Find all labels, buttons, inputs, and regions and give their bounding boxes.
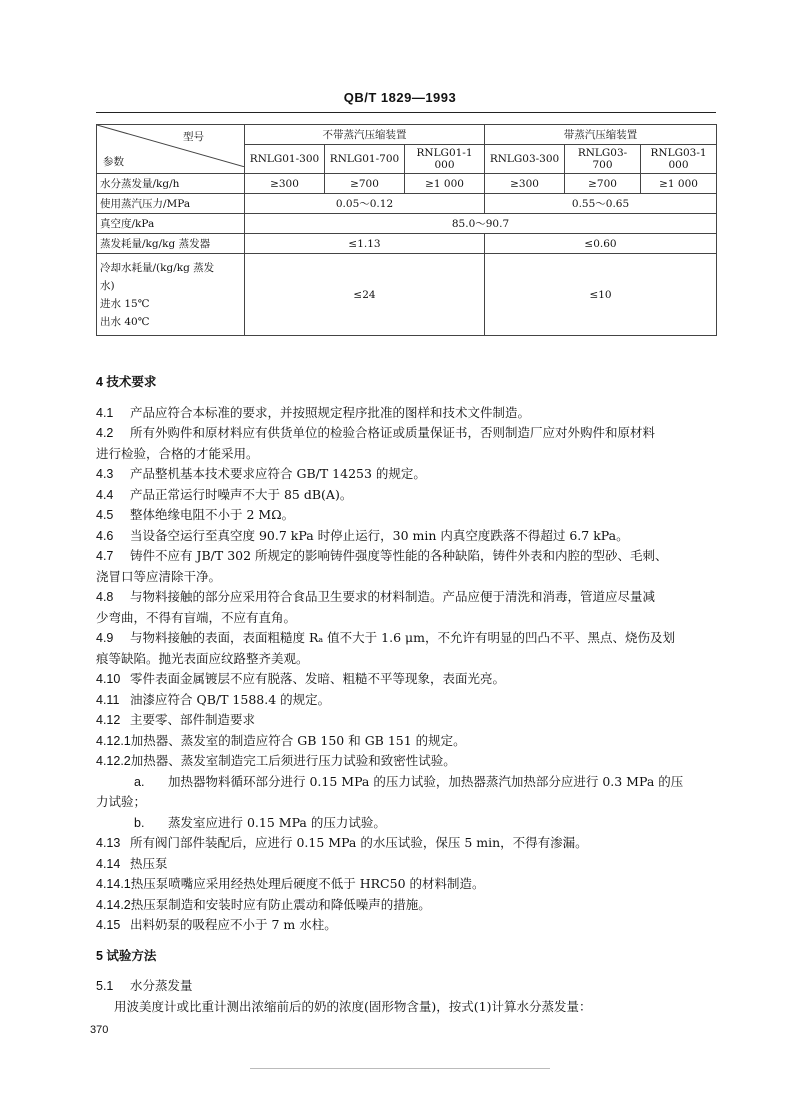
table-row xyxy=(97,174,717,194)
clause-text: 少弯曲，不得有盲端，不应有直角。 xyxy=(96,609,297,625)
clause xyxy=(96,669,716,690)
clause-text: 产品整机基本技术要求应符合 GB/T 14253 的规定。 xyxy=(130,466,426,481)
clause xyxy=(96,710,716,731)
clause xyxy=(96,423,716,444)
clause-number: 4.14 xyxy=(96,856,121,871)
clause-text: 所有外购件和原材料应有供货单位的检验合格证或质量保证书，否则制造厂应对外购件和原材料 xyxy=(130,425,656,440)
clause-text: 与物料接触的部分应采用符合食品卫生要求的材料制造。产品应便于清洗和消毒，管道应尽量减 xyxy=(130,589,656,604)
clause-text: 热压泵喷嘴应采用经热处理后硬度不低于 HRC50 的材料制造。 xyxy=(130,876,485,891)
standard-code: QB/T 1829—1993 xyxy=(343,90,457,105)
clause xyxy=(96,731,716,752)
row-label: 使用蒸汽压力/MPa xyxy=(97,194,245,214)
clause-number: 4.4 xyxy=(96,487,114,502)
clause-text: 进行检验，合格的才能采用。 xyxy=(96,445,259,461)
clause-number: 4.9 xyxy=(96,631,114,645)
section-heading: 4 技术要求 xyxy=(96,375,157,389)
clause-text: 加热器物料循环部分进行 0.15 MPa 的压力试验，加热器蒸汽加热部分应进行 0.3 MPa 的压 xyxy=(168,773,684,789)
clause xyxy=(96,567,716,588)
clause-number: a. xyxy=(134,774,145,789)
row-label-line: 冷却水耗量/(kg/kg 蒸发 xyxy=(100,261,215,274)
clause-text: 水分蒸发量 xyxy=(130,978,193,993)
header-rule xyxy=(96,112,716,113)
row-label: 蒸发耗量/kg/kg 蒸发器 xyxy=(97,234,245,254)
clause xyxy=(96,854,716,875)
clause xyxy=(96,649,716,670)
clause xyxy=(96,792,716,813)
clause xyxy=(96,915,716,936)
clause-number: 4.12 xyxy=(96,713,121,727)
clause-text: 产品正常运行时噪声不大于 85 dB(A)。 xyxy=(130,486,353,502)
model-header: RNLG03-700 xyxy=(565,145,641,174)
clause xyxy=(96,505,716,526)
table-cell: ≥1 000 xyxy=(405,174,485,194)
clause-text: 热压泵制造和安装时应有防止震动和降低噪声的措施。 xyxy=(130,896,431,912)
clause-text: 加热器、蒸发室的制造应符合 GB 150 和 GB 151 的规定。 xyxy=(130,732,466,748)
table-cell: ≤0.60 xyxy=(485,234,717,254)
table-cell: ≥300 xyxy=(245,174,325,194)
row-label-line: 进水 15℃ xyxy=(100,297,150,310)
table-cell: ≥700 xyxy=(565,174,641,194)
group-header-steam: 带蒸汽压缩装置 xyxy=(485,125,717,145)
table-cell: ≤10 xyxy=(485,254,717,336)
paragraph: 用波美度计或比重计测出浓缩前后的奶的浓度(固形物含量)，按式(1)计算水分蒸发量： xyxy=(114,998,592,1014)
table-cell: ≥1 000 xyxy=(641,174,717,194)
row-label: 真空度/kPa xyxy=(97,214,245,234)
clause-number: 4.5 xyxy=(96,508,114,522)
model-header: RNLG03-1 000 xyxy=(641,145,717,174)
clause-number: 4.11 xyxy=(96,692,120,707)
table-cell: 0.05～0.12 xyxy=(245,194,485,214)
model-header: RNLG01-700 xyxy=(325,145,405,174)
bottom-rule xyxy=(250,1068,550,1069)
clause-text: 铸件不应有 JB/T 302 所规定的影响铸件强度等性能的各种缺陷，铸件外表和内腔的型砂、毛刺、 xyxy=(130,548,668,563)
row-label-line: 出水 40℃ xyxy=(100,315,150,328)
clause-text: 热压泵 xyxy=(130,855,168,871)
clause xyxy=(96,587,716,608)
table-row xyxy=(97,234,717,254)
clause-number: 5.1 xyxy=(96,979,114,993)
clause xyxy=(96,772,716,793)
clause-number: 4.7 xyxy=(96,549,114,563)
clause-text: 出料奶泵的吸程应不小于 7 m 水柱。 xyxy=(130,917,337,932)
clause xyxy=(96,813,716,834)
clause xyxy=(96,874,716,895)
row-label xyxy=(97,254,245,336)
clause-text: 蒸发室应进行 0.15 MPa 的压力试验。 xyxy=(168,814,386,830)
clause-number: 4.12.2 xyxy=(96,754,131,768)
table-cell: 85.0～90.7 xyxy=(245,214,717,234)
clause-number: 4.15 xyxy=(96,918,121,932)
clause xyxy=(96,403,716,424)
clause xyxy=(96,751,716,772)
clause xyxy=(96,628,716,649)
clause xyxy=(96,526,716,547)
clause-number: b. xyxy=(134,815,145,830)
clause xyxy=(96,608,716,629)
table-cell: ≥300 xyxy=(485,174,565,194)
clause-text: 整体绝缘电阻不小于 2 MΩ。 xyxy=(130,507,295,522)
row-label: 水分蒸发量/kg/h xyxy=(97,174,245,194)
model-header: RNLG03-300 xyxy=(485,145,565,174)
clause-text: 油漆应符合 QB/T 1588.4 的规定。 xyxy=(130,691,331,707)
page-number: 370 xyxy=(90,1024,109,1036)
clause-text: 零件表面金属镀层不应有脱落、发暗、粗糙不平等现象，表面光亮。 xyxy=(130,671,506,686)
table-cell: ≥700 xyxy=(325,174,405,194)
table-cell: 0.55～0.65 xyxy=(485,194,717,214)
row-label-line: 水) xyxy=(100,279,115,292)
clause-number: 4.3 xyxy=(96,467,114,481)
clause-text: 力试验； xyxy=(96,794,147,809)
table-row xyxy=(97,254,717,336)
table-row xyxy=(97,194,717,214)
body-text xyxy=(96,372,716,1017)
clause-number: 4.2 xyxy=(96,426,114,440)
group-header-no-steam: 不带蒸汽压缩装置 xyxy=(245,125,485,145)
clause-text: 所有阀门部件装配后，应进行 0.15 MPa 的水压试验，保压 5 min，不得有渗漏。 xyxy=(130,835,588,850)
clause-number: 4.6 xyxy=(96,528,114,543)
section-heading: 5 试验方法 xyxy=(96,948,157,963)
clause xyxy=(96,546,716,567)
model-header: RNLG01-1 000 xyxy=(405,145,485,174)
clause xyxy=(96,690,716,711)
clause-number: 4.12.1 xyxy=(96,733,131,748)
clause-text: 当设备空运行至真空度 90.7 kPa 时停止运行，30 min 内真空度跌落不得超过 6.7 kPa。 xyxy=(130,527,629,543)
clause xyxy=(96,464,716,485)
clause-number: 4.10 xyxy=(96,672,121,686)
table-row xyxy=(97,214,717,234)
table-cell: ≤24 xyxy=(245,254,485,336)
table-cell: ≤1.13 xyxy=(245,234,485,254)
clause xyxy=(96,976,716,997)
clause xyxy=(96,895,716,916)
model-header: RNLG01-300 xyxy=(245,145,325,174)
clause-text: 产品应符合本标准的要求，并按照规定程序批准的图样和技术文件制造。 xyxy=(130,404,531,420)
corner-label-param: 参数 xyxy=(103,156,124,168)
clause-number: 4.14.1 xyxy=(96,877,131,891)
table-corner-cell xyxy=(97,125,245,174)
clause-number: 4.8 xyxy=(96,590,114,604)
clause xyxy=(96,833,716,854)
spec-table xyxy=(96,124,717,336)
clause-text: 与物料接触的表面，表面粗糙度 Rₐ 值不大于 1.6 μm，不允许有明显的凹凸不平、黑点、烧伤及划 xyxy=(130,630,675,645)
clause-text: 痕等缺陷。抛光表面应纹路整齐美观。 xyxy=(96,650,309,666)
clause-number: 4.1 xyxy=(96,405,114,420)
corner-label-model: 型号 xyxy=(183,131,204,143)
clause-list xyxy=(96,403,716,936)
clause xyxy=(96,485,716,506)
clause-number: 4.13 xyxy=(96,836,121,850)
clause xyxy=(96,444,716,465)
clause-text: 加热器、蒸发室制造完工后须进行压力试验和致密性试验。 xyxy=(130,753,456,768)
clause-text: 浇冒口等应清除干净。 xyxy=(96,568,222,584)
clause-number: 4.14.2 xyxy=(96,897,131,912)
clause-text: 主要零、部件制造要求 xyxy=(130,712,256,727)
